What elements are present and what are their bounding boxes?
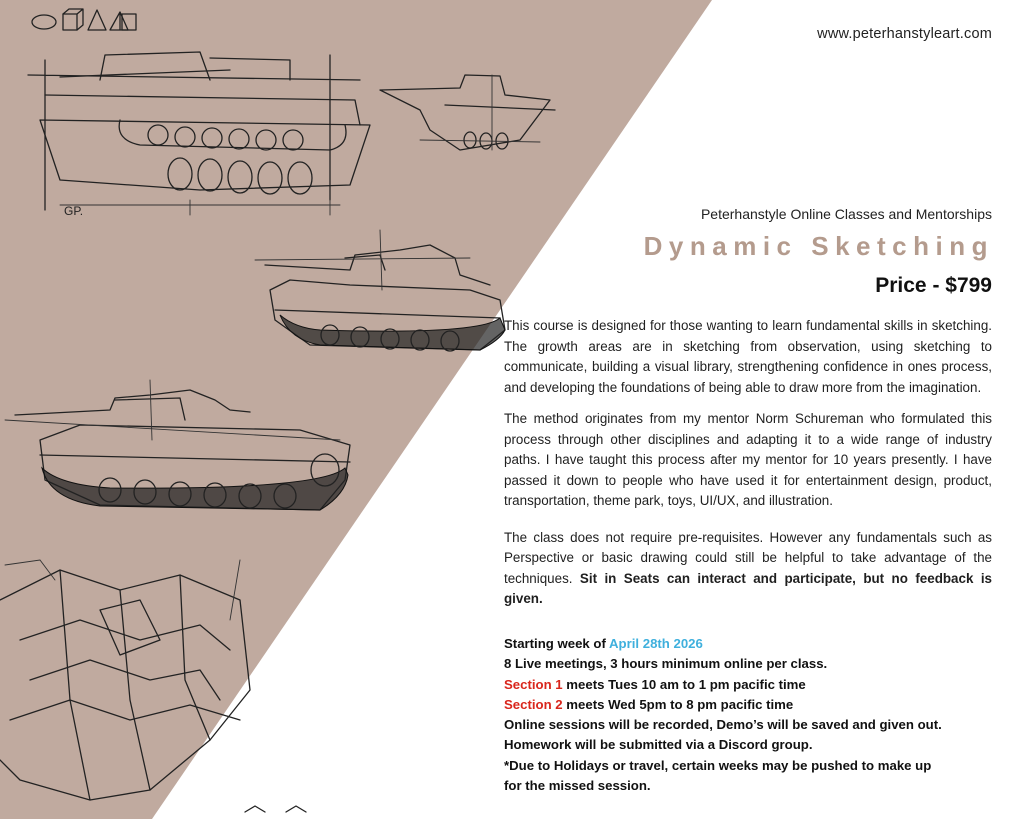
course-subtitle: Peterhanstyle Online Classes and Mentorships bbox=[700, 206, 992, 222]
start-date: April 28th 2026 bbox=[609, 636, 703, 651]
description-paragraph-1: This course is designed for those wanting to learn fundamental skills in sketching. The growth areas are in sketching from observation, using sketching to communicate, building a visual library, strengthening confidence in ones process, and developing the foundations of being able to draw more from the imagination. bbox=[504, 318, 992, 395]
homework-line: Homework will be submitted via a Discord group. bbox=[504, 737, 813, 753]
section-1-label: Section 1 bbox=[504, 676, 563, 692]
prerequisites-text: The class does not require pre-requisites. However any fundamentals such as Perspective or basic drawing could still be helpful to take advantage of the techniques. bbox=[504, 529, 992, 586]
sit-in-note: Sit in Seats can interact and participate, but no feedback is given. bbox=[504, 570, 992, 606]
section-1-line bbox=[504, 675, 974, 695]
section-2-label: Section 2 bbox=[504, 696, 563, 712]
section-2-time: meets Wed 5pm to 8 pm pacific time bbox=[562, 696, 794, 712]
course-title: Dynamic Sketching bbox=[643, 231, 994, 261]
recording-line: Online sessions will be recorded, Demo’s will be saved and given out. bbox=[504, 717, 942, 733]
holidays-line-2: for the missed session. bbox=[504, 778, 651, 794]
start-date-line bbox=[504, 634, 974, 654]
course-schedule bbox=[504, 634, 974, 796]
description-paragraph-3 bbox=[504, 528, 992, 610]
description-paragraph-2: The method originates from my mentor Norm Schureman who formulated this process through other disciplines and adapting it to a wide range of industry paths. I have taught this process after my mentor for 10 years presently. I have passed it down to people who have used it for entertainment design, product, transportation, theme park, toys, UI/UX, and illustration. bbox=[504, 411, 992, 508]
small-shape-icon bbox=[245, 806, 306, 812]
artist-signature: GP. bbox=[64, 204, 84, 218]
meetings-line: 8 Live meetings, 3 hours minimum online per class. bbox=[504, 656, 828, 672]
course-price: Price - $799 bbox=[875, 274, 992, 297]
section-2-line bbox=[504, 695, 974, 715]
course-description bbox=[504, 316, 992, 621]
start-prefix: Starting week of bbox=[504, 636, 610, 651]
holidays-line-1: *Due to Holidays or travel, certain weeks may be pushed to make up bbox=[504, 757, 932, 773]
website-url[interactable]: www.peterhanstyleart.com bbox=[817, 26, 992, 42]
section-1-time: meets Tues 10 am to 1 pm pacific time bbox=[562, 676, 806, 692]
